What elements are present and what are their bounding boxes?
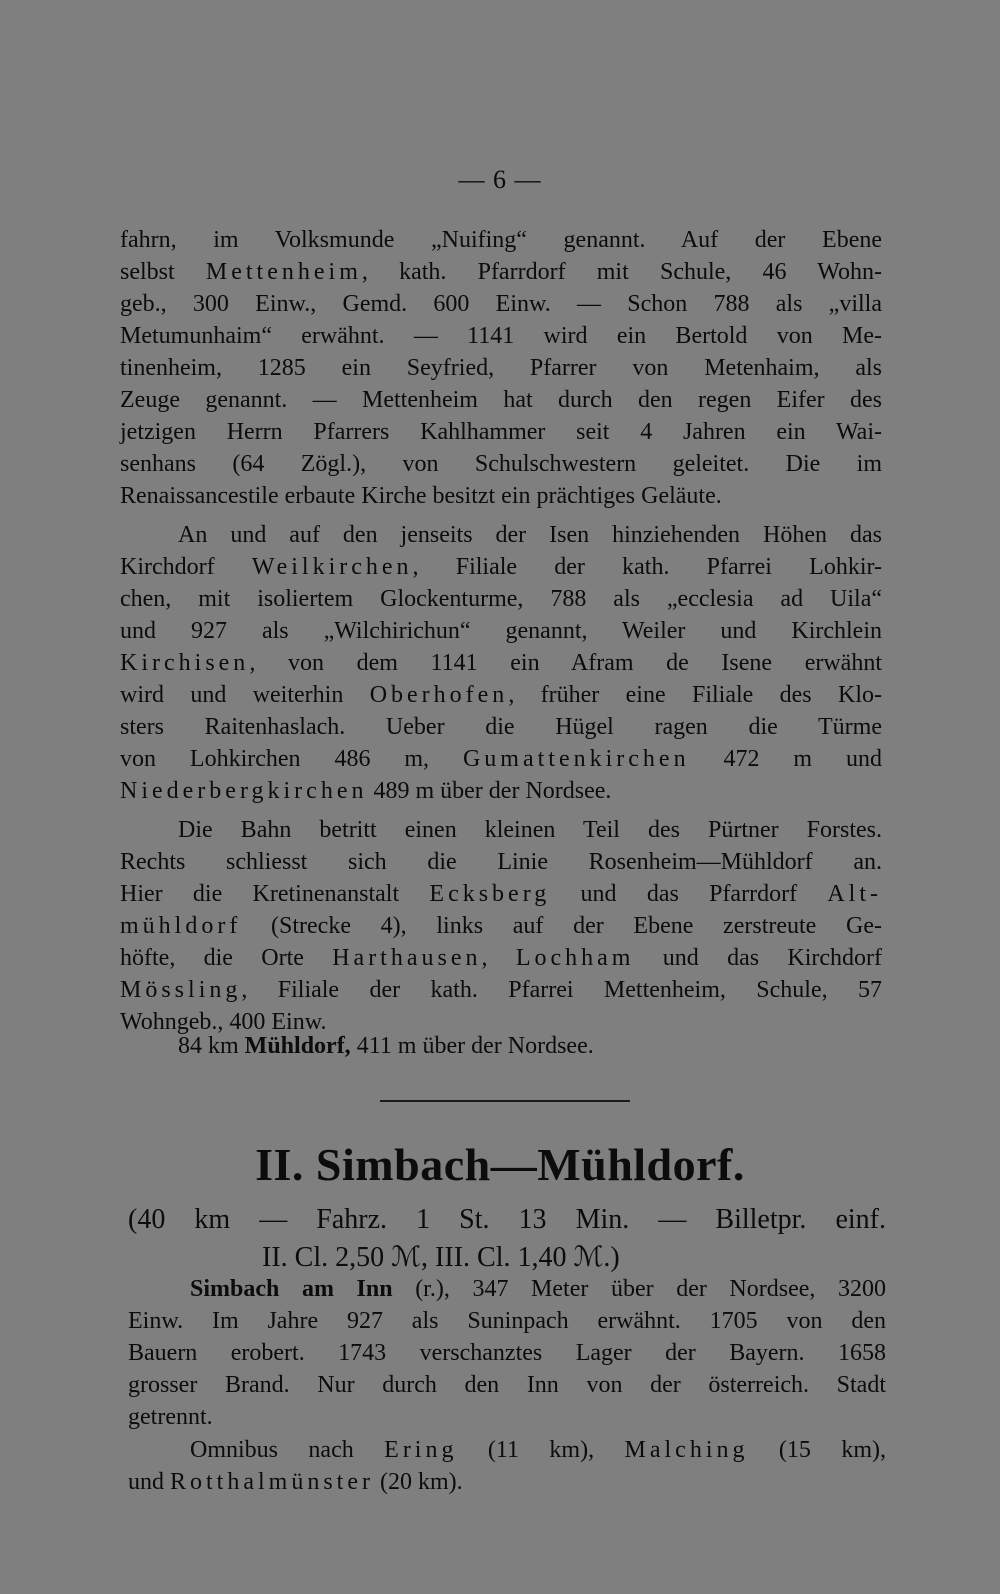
place-name: Ering <box>384 1437 458 1463</box>
text-line: Die Bahn betritt einen kleinen Teil des Pürtner Forstes. <box>178 817 882 843</box>
text-line: selbst Mettenheim, kath. Pfarrdorf mit Schule, 46 Wohn- <box>120 259 882 285</box>
text-line: geb., 300 Einw., Gemd. 600 Einw. — Schon 788 als „villa <box>120 291 882 317</box>
text-line: Kirchdorf Weilkirchen, Filiale der kath. Pfarrei Lohkir- <box>120 554 882 580</box>
text-line: sters Raitenhaslach. Ueber die Hügel ragen die Türme <box>120 714 882 740</box>
text-line: Omnibus nach Ering (11 km), Malching (15 km), <box>190 1437 886 1463</box>
text-line: An und auf den jenseits der Isen hinziehenden Höhen das <box>178 522 882 548</box>
text-line: von Lohkirchen 486 m, Gumattenkirchen 472 m und <box>120 746 882 772</box>
place-name: Niederbergkirchen <box>120 778 368 804</box>
text-line: und Rotthalmünster (20 km). <box>128 1469 463 1495</box>
paragraph-mettenheim <box>120 224 882 512</box>
paragraph-simbach <box>128 1273 886 1433</box>
place-name: Oberhofen <box>369 682 509 708</box>
place-name: Kirchisen <box>120 650 250 676</box>
section-info-line: (40 km — Fahrz. 1 St. 13 Min. — Billetpr. einf. <box>128 1204 886 1235</box>
paragraph-muehldorf-station <box>120 1030 882 1062</box>
text-line: Simbach am Inn (r.), 347 Meter über der Nordsee, 3200 <box>190 1276 887 1302</box>
paragraph-omnibus <box>128 1434 886 1498</box>
text-line: Rechts schliesst sich die Linie Rosenheim—Mühldorf an. <box>120 849 882 875</box>
page-number: — 6 — <box>458 165 542 194</box>
place-name: Gumattenkirchen <box>462 746 690 772</box>
place-name: Mettenheim <box>205 259 362 285</box>
paragraph-weilkirchen <box>120 519 882 807</box>
text-line: 84 km Mühldorf, 411 m über der Nordsee. <box>178 1033 594 1059</box>
text-line: jetzigen Herrn Pfarrers Kahlhammer seit 4 Jahren ein Wai- <box>120 419 882 445</box>
text-line: Wohngeb., 400 Einw. <box>120 1009 327 1035</box>
place-name: Harthausen <box>332 945 482 971</box>
place-name: Weilkirchen <box>251 554 413 580</box>
station-name: Mühldorf, <box>244 1033 351 1059</box>
place-name: Rotthalmünster <box>170 1469 374 1495</box>
text-line: fahrn, im Volksmunde „Nuifing“ genannt. Auf der Ebene <box>120 227 882 253</box>
section-heading: II. Simbach—Mühldorf. <box>255 1139 745 1190</box>
place-name: Lochham <box>515 945 635 971</box>
text-line: wird und weiterhin Oberhofen, früher eine Filiale des Klo- <box>120 682 882 708</box>
section-info-line: II. Cl. 2,50 ℳ, III. Cl. 1,40 ℳ.) <box>262 1242 620 1273</box>
section-divider <box>380 1100 630 1102</box>
text-line: Kirchisen, von dem 1141 ein Afram de Isene erwähnt <box>120 650 882 676</box>
text-line: Metumunhaim“ erwähnt. — 1141 wird ein Bertold von Me- <box>120 323 882 349</box>
text-line: Niederbergkirchen 489 m über der Nordsee. <box>120 778 612 804</box>
place-name: Ecksberg <box>429 881 551 907</box>
text-line: getrennt. <box>128 1404 213 1430</box>
place-name: Alt- <box>827 881 883 907</box>
paragraph-bahn <box>120 814 882 1038</box>
text-line: senhans (64 Zögl.), von Schulschwestern geleitet. Die im <box>120 451 882 477</box>
place-name: mühldorf <box>120 913 242 939</box>
text-line: Zeuge genannt. — Mettenheim hat durch den regen Eifer des <box>120 387 882 413</box>
text-line: tinenheim, 1285 ein Seyfried, Pfarrer von Metenhaim, als <box>120 355 882 381</box>
text-line: höfte, die Orte Harthausen, Lochham und das Kirchdorf <box>120 945 882 971</box>
place-name: Mössling <box>120 977 242 1003</box>
text-line: chen, mit isoliertem Glockenturme, 788 als „ecclesia ad Uila“ <box>120 586 882 612</box>
text-line: und 927 als „Wilchirichun“ genannt, Weiler und Kirchlein <box>120 618 882 644</box>
text-line: Hier die Kretinenanstalt Ecksberg und das Pfarrdorf Alt- <box>120 881 883 907</box>
text-line: mühldorf (Strecke 4), links auf der Ebene zerstreute Ge- <box>120 913 882 939</box>
place-name: Malching <box>624 1437 749 1463</box>
text-line: Bauern erobert. 1743 verschanztes Lager der Bayern. 1658 <box>128 1340 886 1366</box>
text-line: Renaissancestile erbaute Kirche besitzt ein prächtiges Geläute. <box>120 483 722 509</box>
station-name: Simbach am Inn <box>190 1276 393 1302</box>
text-line: Einw. Im Jahre 927 als Suninpach erwähnt. 1705 von den <box>128 1308 886 1334</box>
text-line: grosser Brand. Nur durch den Inn von der österreich. Stadt <box>128 1372 886 1398</box>
text-line: Mössling, Filiale der kath. Pfarrei Mettenheim, Schule, 57 <box>120 977 882 1003</box>
